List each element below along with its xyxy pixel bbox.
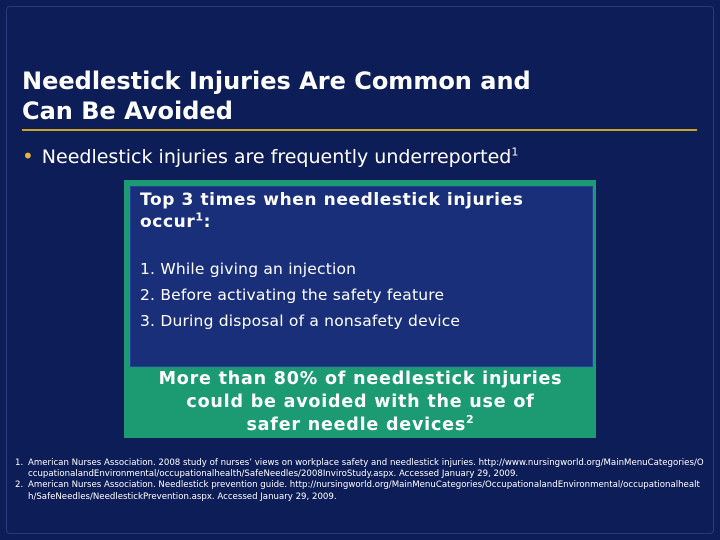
callout-superscript: 2 [466,413,475,427]
references [15,458,705,503]
reference-item [15,480,705,502]
slide-title-line-2: Can Be Avoided [22,97,233,125]
heading-line-1: Top 3 times when needlestick injuries [140,190,524,210]
reference-text: American Nurses Association. 2008 study of nurses’ views on workplace safety and needlestick injuries. http://www.nursingworld.org/MainMenuCategories/OccupationalandEnvironmental/occupationalhealth/SafeNeedles/2008InviroStudy.aspx. Accessed January 29, 2009. [28,458,704,480]
reference-number: 2. [15,480,24,491]
list-item: 3. During disposal of a nonsafety device [140,312,461,330]
callout-line-3: safer needle devices [246,415,467,435]
info-box-heading [140,189,585,233]
list-item: 1. While giving an injection [140,260,357,278]
bullet-text: Needlestick injuries are frequently underreported [41,146,512,168]
injury-times-list [140,256,585,334]
bullet-point [22,143,702,170]
heading-colon: : [203,212,211,232]
heading-line-2: occur [140,212,196,232]
title-divider [22,129,697,131]
heading-superscript: 1 [195,210,204,224]
bullet-dot-icon: • [22,144,34,168]
slide-title-line-1: Needlestick Injuries Are Common and [22,67,531,95]
callout-text [130,368,591,437]
reference-item [15,458,705,480]
bullet-superscript: 1 [511,145,519,159]
slide-title [22,66,702,126]
list-item: 2. Before activating the safety feature [140,286,445,304]
reference-number: 1. [15,458,24,468]
callout-line-1: More than 80% of needlestick injuries [158,369,563,389]
callout-line-2: could be avoided with the use of [186,392,535,412]
reference-text: American Nurses Association. Needlestick prevention guide. http://nursingworld.org/MainMenuCategories/OccupationalandEnvironmental/occupationalhealth/SafeNeedles/NeedlestickPrevention.aspx. Accessed January 29, 2009. [28,480,700,502]
